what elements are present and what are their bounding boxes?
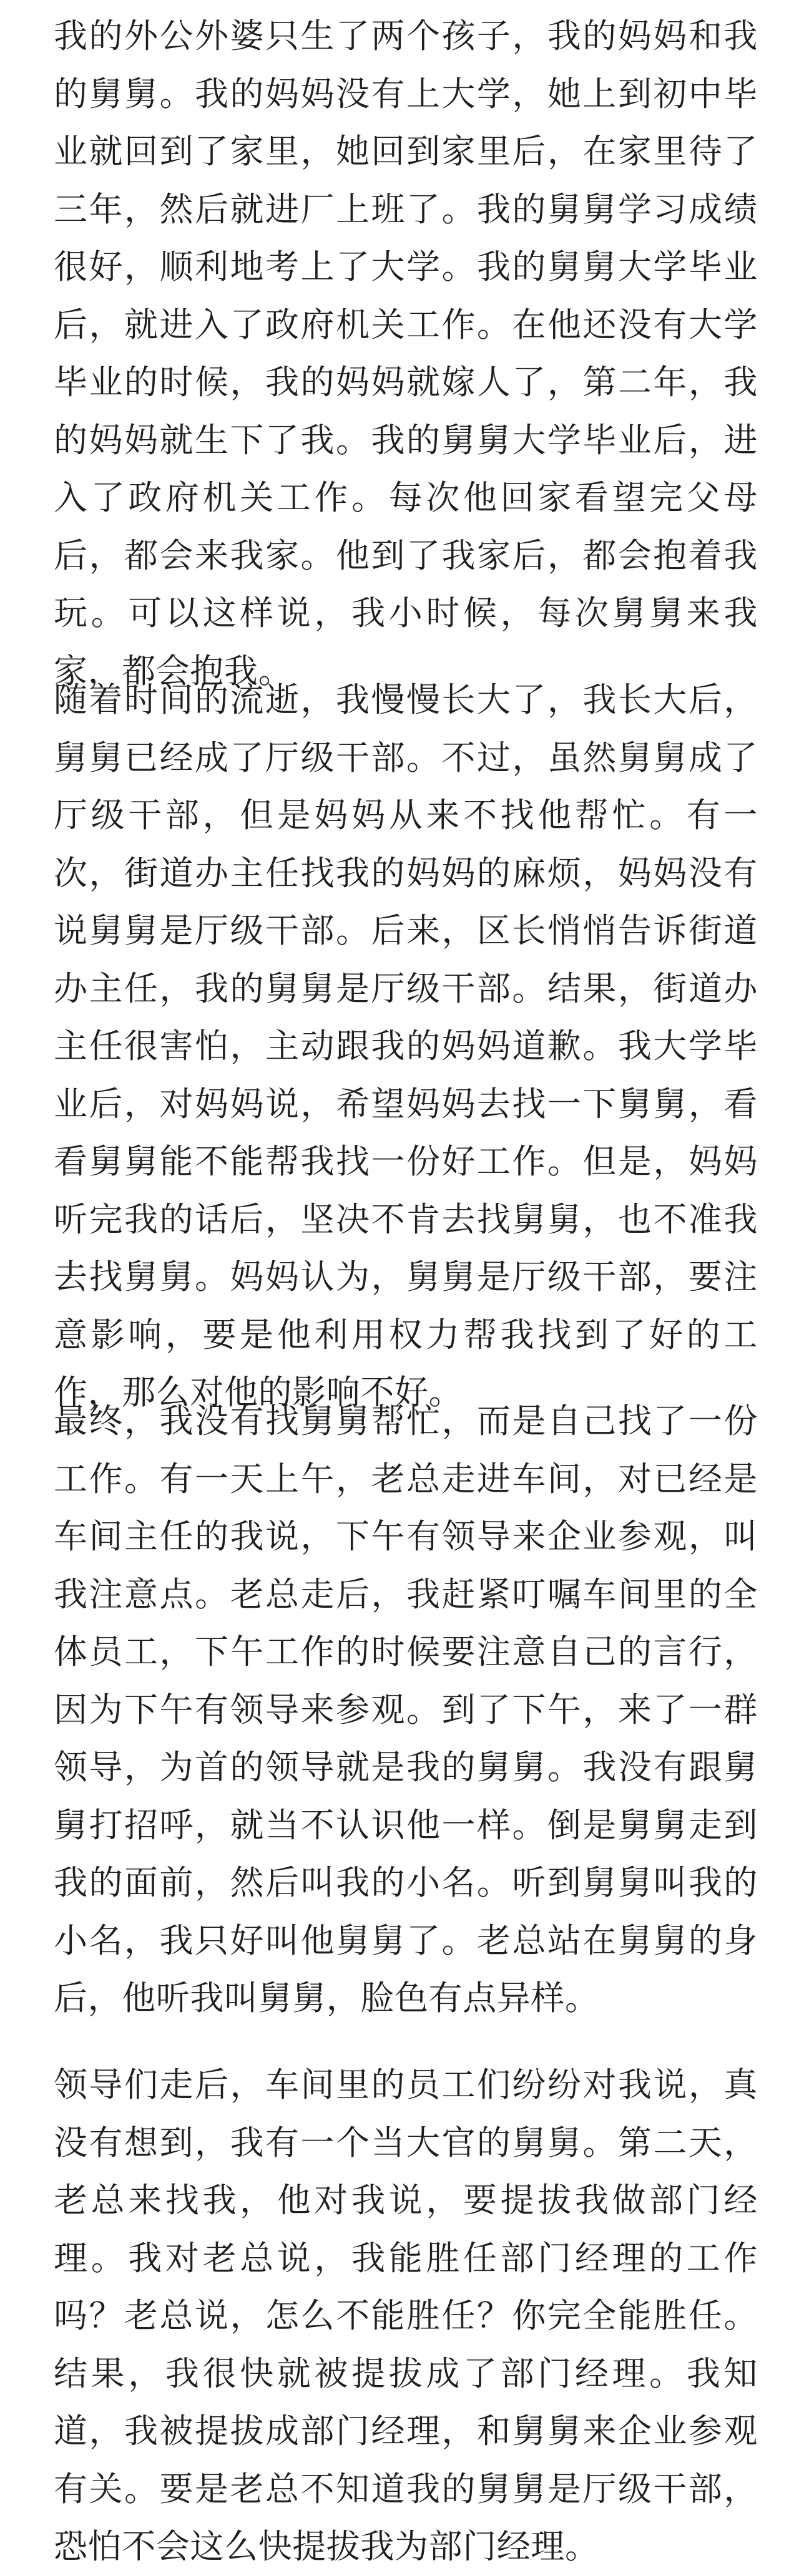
article-paragraph-2: 随着时间的流逝，我慢慢长大了，我长大后，舅舅已经成了厅级干部。不过，虽然舅舅成了厅级干部，但是妈妈从来不找他帮忙。有一次，街道办主任找我的妈妈的麻烦，妈妈没有说舅舅是厅级干部。后来，区长悄悄告诉街道办主任，我的舅舅是厅级干部。结果，街道办主任很害怕，主动跟我的妈妈道歉。我大学毕业后，对妈妈说，希望妈妈去找一下舅舅，看看舅舅能不能帮我找一份好工作。但是，妈妈听完我的话后，坚决不肯去找舅舅，也不准我去找舅舅。妈妈认为，舅舅是厅级干部，要注意影响，要是他利用权力帮我找到了好的工作，那么对他的影响不好。 [54, 680, 758, 1412]
article-paragraph-4: 领导们走后，车间里的员工们纷纷对我说，真没有想到，我有一个当大官的舅舅。第二天，老总来找我，他对我说，要提拔我做部门经理。我对老总说，我能胜任部门经理的工作吗？老总说，怎么不能胜任？你完全能胜任。结果，我很快就被提拔成了部门经理。我知道，我被提拔成部门经理，和舅舅来企业参观有关。要是老总不知道我的舅舅是厅级干部，恐怕不会这么快提拔我为部门经理。 [54, 2065, 758, 2566]
article-paragraph-3: 最终，我没有找舅舅帮忙，而是自己找了一份工作。有一天上午，老总走进车间，对已经是车间主任的我说，下午有领导来企业参观，叫我注意点。老总走后，我赶紧叮嘱车间里的全体员工，下午工作的时候要注意自己的言行，因为下午有领导来参观。到了下午，来了一群领导，为首的领导就是我的舅舅。我没有跟舅舅打招呼，就当不认识他一样。倒是舅舅走到我的面前，然后叫我的小名。听到舅舅叫我的小名，我只好叫他舅舅了。老总站在舅舅的身后，他听我叫舅舅，脸色有点异样。 [54, 1401, 758, 2018]
article-paragraph-1: 我的外公外婆只生了两个孩子，我的妈妈和我的舅舅。我的妈妈没有上大学，她上到初中毕业就回到了家里，她回到家里后，在家里待了三年，然后就进厂上班了。我的舅舅学习成绩很好，顺利地考上了大学。我的舅舅大学毕业后，就进入了政府机关工作。在他还没有大学毕业的时候，我的妈妈就嫁人了，第二年，我的妈妈就生下了我。我的舅舅大学毕业后，进入了政府机关工作。每次他回家看望完父母后，都会来我家。他到了我家后，都会抱着我玩。可以这样说，我小时候，每次舅舅来我家，都会抱我。 [54, 16, 758, 691]
